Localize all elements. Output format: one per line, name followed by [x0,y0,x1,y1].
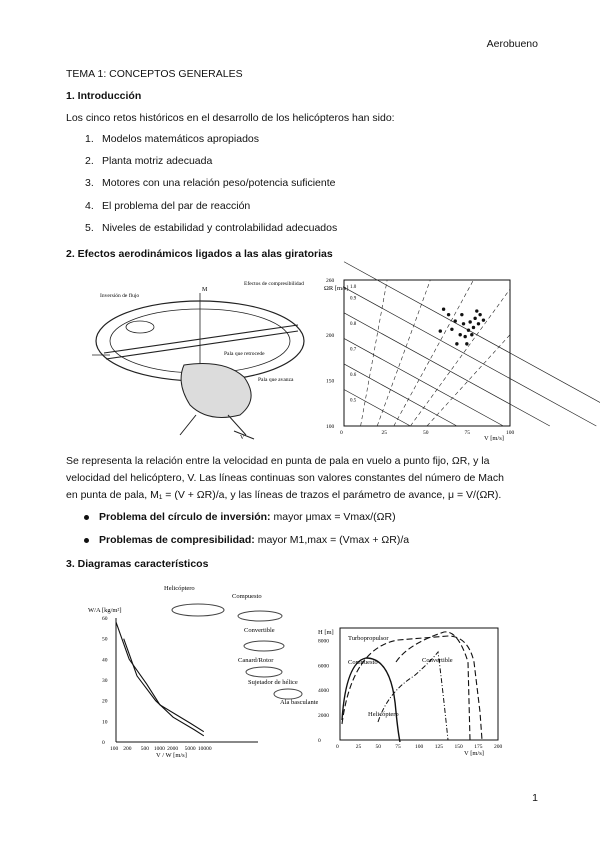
y-tick-label: 6000 [318,663,329,670]
mu-line [361,280,388,426]
y-tick-label: 40 [102,657,108,664]
mach-line-label: 0.9 [350,296,357,302]
label-convertible: Convertible [244,627,275,634]
series-line [116,622,204,732]
data-point [482,318,485,321]
data-point [477,322,480,325]
data-point [470,333,473,336]
y-tick-label: 50 [102,636,108,643]
data-point [460,313,463,316]
x-tick-label: 100 [110,746,119,752]
data-point [465,342,468,345]
section2-heading: 2. Efectos aerodinámicos ligados a las alas giratorias [66,248,333,260]
x-tick-label: 100 [415,744,424,750]
mu-line [427,335,510,426]
label-helicoptero: Helicóptero [368,711,399,718]
x-tick-label: 75 [464,430,470,436]
list-item: 4. El problema del par de reacción [85,199,251,212]
x-tick-label: 25 [355,744,362,750]
x-tick-label: 10000 [197,746,212,752]
data-point [455,342,458,345]
y-tick-label: 4000 [318,688,329,695]
topic-title: TEMA 1: CONCEPTOS GENERALES [66,68,243,80]
x-tick-label: 100 [506,430,515,436]
label-ala-basculante: Ala basculante [280,699,319,706]
x-tick-label: 200 [494,744,503,750]
data-point [478,313,481,316]
y-tick-label: 200 [326,332,335,339]
x-tick-label: 75 [395,744,401,750]
altitude-speed-chart [318,622,514,756]
bullet-icon [84,515,89,520]
x-tick-label: 50 [423,430,429,436]
challenges-list [85,133,337,244]
label-compuesto: Compuesto [232,593,262,600]
data-point [462,322,465,325]
data-point [439,329,442,332]
disk-loading-chart [88,578,319,759]
x-tick-label: 500 [140,746,149,752]
x-tick-label: 25 [381,430,387,436]
label-v: V [240,435,245,441]
mach-line [344,338,503,426]
plot-frame [344,280,510,426]
rotor-diagram [84,273,316,441]
list-item: 2. Planta motriz adecuada [85,155,213,168]
paragraph-line: velocidad del helicóptero, V. Las líneas continuas son valores constantes del número de Mach [66,472,504,484]
y-tick-label: 100 [326,424,335,430]
y-tick-label: 10 [102,719,108,726]
mach-line-label: 0.5 [350,398,357,404]
x-tick-label: 0 [340,430,343,436]
label-pala-avanza: Pala que avanza [258,377,294,383]
x-tick-label: 5000 [184,746,196,752]
x-tick-label: 50 [375,744,381,750]
mach-line [344,364,457,426]
mach-line [344,262,600,426]
mach-line-label: 0.8 [350,321,357,327]
page-number: 1 [532,792,538,804]
x-tick-label: 150 [454,744,463,750]
y-axis-label: H [m] [318,629,334,636]
y-tick-label: 60 [102,616,108,622]
label-inversion: Inversión de flujo [100,293,140,299]
list-item: 5. Niveles de estabilidad y controlabilidad adecuados [85,221,338,234]
data-point [467,328,470,331]
label-m: M [202,287,208,293]
y-tick-label: 0 [102,740,105,746]
mach-line-label: 0.7 [350,347,357,353]
label-sujetador: Sujetador de hélice [248,679,298,686]
document-header: Aerobueno [486,38,538,50]
y-tick-label: 30 [102,678,108,684]
mach-line-label: 1.0 [350,285,357,290]
label-compresibilidad: Efectos de compresibilidad [244,281,304,287]
x-tick-label: 175 [474,744,483,750]
paragraph-line: en punta de pala, M₁ = (V + ΩR)/a, y las líneas de trazos el parámetro de avance, μ = V/(ΩR). [66,489,502,501]
data-point [472,326,475,329]
y-axis-label: ΩR [m/s] [324,285,349,292]
y-axis-label: W/A [kg/m²] [88,607,122,614]
label-helicoptero: Helicóptero [164,585,195,592]
data-point [468,320,471,323]
tip-speed-chart [322,270,520,442]
section1-intro: Los cinco retos históricos en el desarrollo de los helicópteros han sido: [66,112,395,124]
y-tick-label: 20 [102,698,108,705]
section3-heading: 3. Diagramas característicos [66,558,209,570]
data-point [459,333,462,336]
x-axis-label: V / W [m/s] [156,752,187,759]
y-tick-label: 8000 [318,638,329,645]
section1-heading: 1. Introducción [66,90,142,102]
list-item: 3. Motores con una relación peso/potencia suficiente [85,177,336,190]
x-tick-label: 1000 [153,746,165,752]
label-compuesto: Compuesto [348,659,378,666]
paragraph-line: Se representa la relación entre la velocidad en punta de pala en vuelo a punto fijo, ΩR, y la [66,455,490,467]
data-point [442,308,445,311]
plot-frame [340,628,498,740]
bullet-item: Problema del círculo de inversión: mayor μmax = Vmax/(ΩR) [84,511,396,523]
y-tick-label: 150 [326,378,335,385]
mach-line-label: 0.6 [350,372,357,378]
y-tick-label: 2000 [318,713,329,720]
label-convertible: Convertible [422,657,453,664]
label-canard: Canard/Rotor [238,657,274,664]
x-axis-label: V [m/s] [484,435,504,442]
data-point [447,313,450,316]
data-point [475,309,478,312]
label-pala-retrocede: Pala que retrocede [224,351,265,357]
mu-line [394,280,474,426]
x-tick-label: 0 [336,744,339,750]
series-line [124,639,204,736]
data-point [454,319,457,322]
y-tick-label: 0 [318,738,321,744]
x-tick-label: 125 [434,744,443,750]
label-turbopropulsor: Turbopropulsor [348,635,389,642]
x-tick-label: 200 [123,746,132,752]
y-tick-label: 260 [326,278,335,284]
section2-paragraph [66,453,536,504]
mu-line [377,280,430,426]
x-axis-label: V [m/s] [464,750,484,757]
mach-line [344,313,550,426]
list-item: 1. Modelos matemáticos apropiados [85,133,259,145]
bullet-item: Problemas de compresibilidad: mayor M1,max = (Vmax + ΩR)/a [84,534,409,546]
data-point [473,317,476,320]
x-tick-label: 2000 [167,746,179,752]
data-point [463,335,466,338]
data-point [450,328,453,331]
bullet-icon [84,538,89,543]
